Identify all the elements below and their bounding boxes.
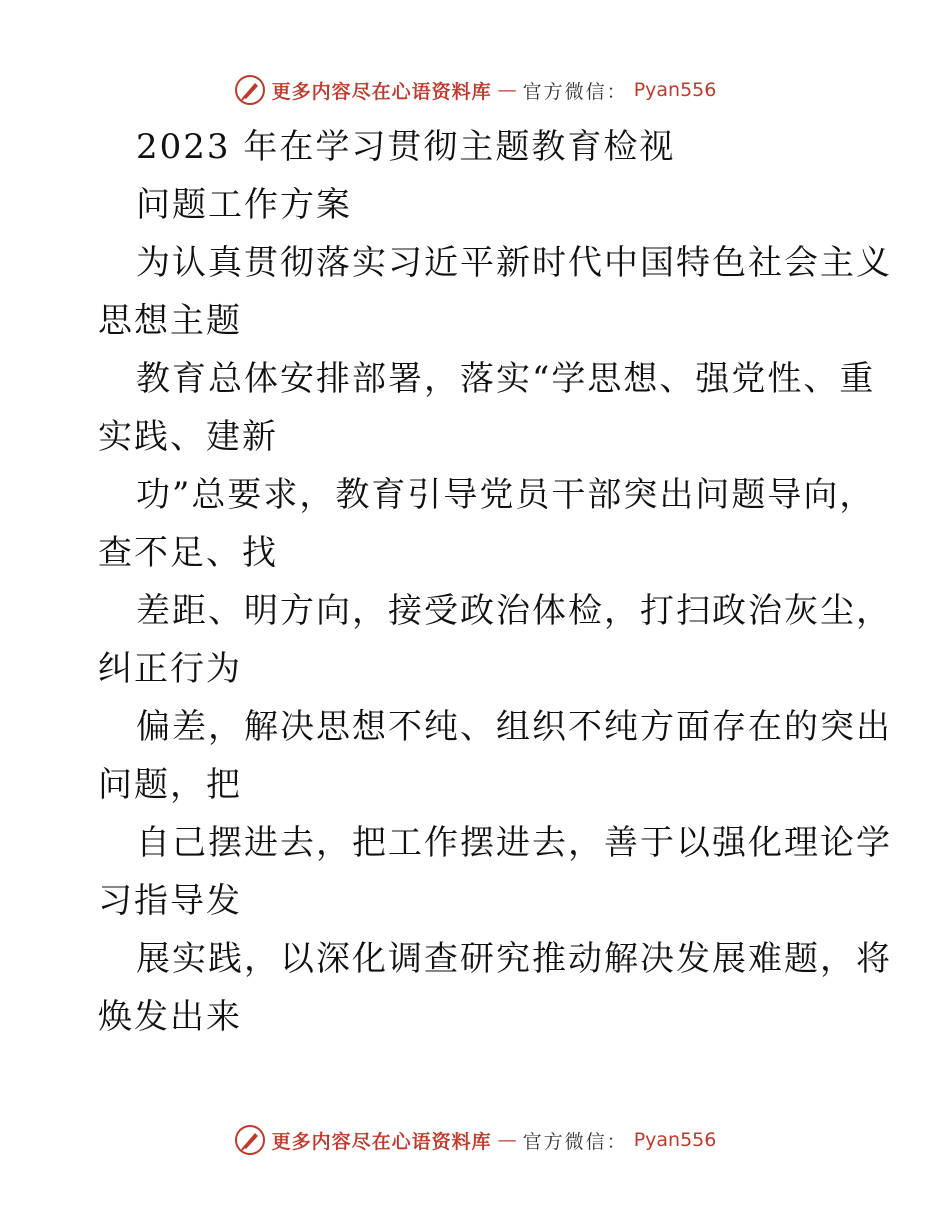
- text-line: 问题工作方案: [136, 185, 352, 225]
- text-line: 教育总体安排部署，落实“学思想、强党性、重: [136, 359, 876, 399]
- text-line: 2023 年在学习贯彻主题教育检视: [136, 127, 676, 167]
- document-body: [98, 118, 892, 1046]
- text-line: 为认真贯彻落实习近平新时代中国特色社会主义: [136, 243, 892, 283]
- text-line: 习指导发: [98, 881, 242, 921]
- watermark-wechat-label: 官方微信：: [522, 1130, 628, 1153]
- text-line: 查不足、找: [98, 533, 278, 573]
- text-line: 差距、明方向，接受政治体检，打扫政治灰尘，: [136, 591, 892, 631]
- watermark-wechat-id: Pyan556: [633, 79, 717, 101]
- text-line: 偏差，解决思想不纯、组织不纯方面存在的突出: [136, 707, 892, 747]
- watermark-wechat-id: Pyan556: [633, 1129, 717, 1151]
- text-line: 焕发出来: [98, 997, 242, 1037]
- text-line: 展实践，以深化调查研究推动解决发展难题，将: [136, 939, 892, 979]
- watermark-wechat-label: 官方微信：: [522, 80, 628, 103]
- text-line: 实践、建新: [98, 417, 278, 457]
- text-line: 纠正行为: [98, 649, 242, 689]
- footer-watermark: [0, 1120, 950, 1160]
- quill-pen-logo-icon: [234, 1124, 266, 1156]
- text-line: 问题，把: [98, 765, 242, 805]
- text-line: 自己摆进去，把工作摆进去，善于以强化理论学: [136, 823, 892, 863]
- watermark-brand: 更多内容尽在心语资料库: [271, 80, 492, 103]
- text-line: 思想主题: [98, 301, 242, 341]
- watermark-separator: —: [497, 79, 517, 101]
- watermark-brand: 更多内容尽在心语资料库: [271, 1130, 492, 1153]
- header-watermark: [0, 70, 950, 110]
- watermark-separator: —: [497, 1129, 517, 1151]
- quill-pen-logo-icon: [234, 74, 266, 106]
- text-line: 功”总要求，教育引导党员干部突出问题导向，: [136, 475, 876, 515]
